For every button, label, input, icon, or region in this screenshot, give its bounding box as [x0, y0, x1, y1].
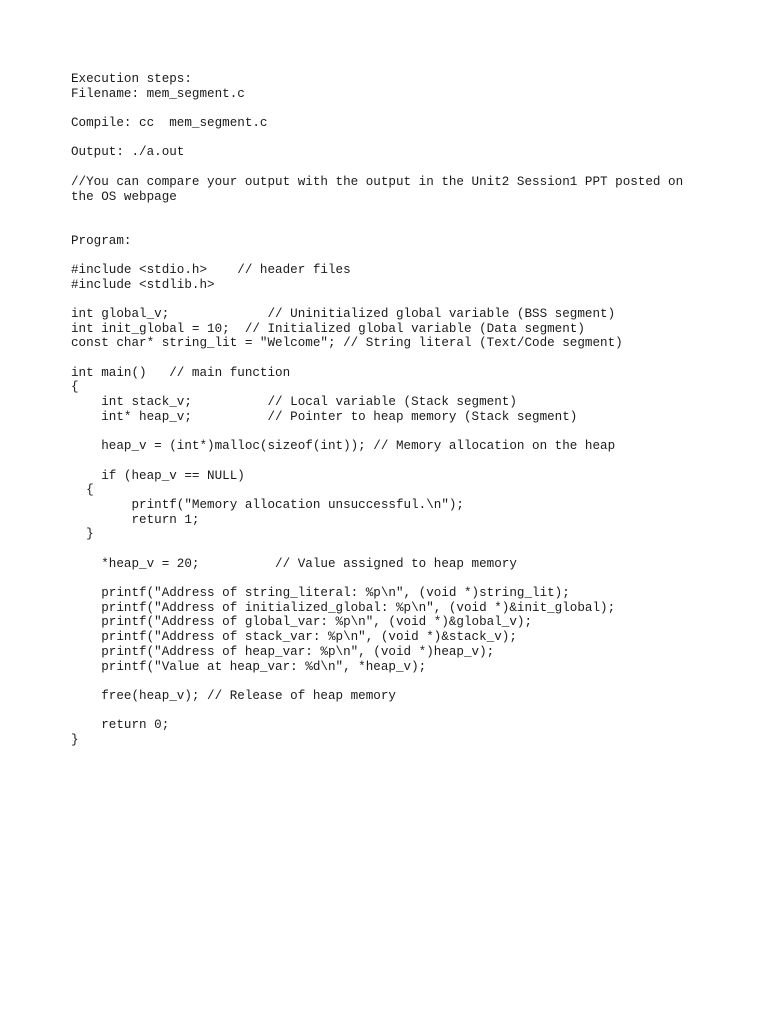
text-line: const char* string_lit = "Welcome"; // String literal (Text/Code segment): [71, 336, 623, 351]
document-page: [71, 72, 731, 748]
text-line: //You can compare your output with the output in the Unit2 Session1 PPT posted on: [71, 174, 684, 189]
text-line: Compile: cc mem_segment.c: [71, 116, 268, 131]
text-line: *heap_v = 20; // Value assigned to heap memory: [71, 556, 517, 571]
blank-line: [71, 454, 731, 469]
text-line: {: [71, 380, 79, 395]
text-line: #include <stdio.h> // header files: [71, 262, 351, 277]
text-line: printf("Address of stack_var: %p\n", (void *)&stack_v);: [71, 630, 517, 645]
blank-line: [71, 101, 731, 116]
text-line: return 0;: [71, 718, 170, 733]
text-line: printf("Address of string_literal: %p\n", (void *)string_lit);: [71, 586, 570, 601]
text-line: printf("Value at heap_var: %d\n", *heap_v);: [71, 659, 427, 674]
blank-line: [71, 542, 731, 557]
text-line: Execution steps:: [71, 72, 192, 86]
text-line: }: [71, 527, 94, 542]
text-line: Filename: mem_segment.c: [71, 86, 245, 101]
text-line: }: [71, 732, 79, 747]
text-line: if (heap_v == NULL): [71, 468, 245, 483]
blank-line: [71, 219, 731, 234]
text-line: int stack_v; // Local variable (Stack segment): [71, 395, 517, 410]
blank-line: [71, 248, 731, 263]
text-line: Program:: [71, 233, 132, 248]
text-line: printf("Address of heap_var: %p\n", (void *)heap_v);: [71, 644, 495, 659]
text-line: printf("Address of initialized_global: %p\n", (void *)&init_global);: [71, 600, 616, 615]
text-line: free(heap_v); // Release of heap memory: [71, 688, 396, 703]
text-line: #include <stdlib.h>: [71, 277, 215, 292]
text-line: int init_global = 10; // Initialized global variable (Data segment): [71, 321, 585, 336]
text-line: return 1;: [71, 512, 200, 527]
blank-line: [71, 204, 731, 219]
text-line: printf("Memory allocation unsuccessful.\n");: [71, 497, 464, 512]
blank-line: [71, 571, 731, 586]
blank-line: [71, 160, 731, 175]
text-line: printf("Address of global_var: %p\n", (void *)&global_v);: [71, 615, 533, 630]
text-line: int main() // main function: [71, 365, 291, 380]
text-line: the OS webpage: [71, 189, 177, 204]
blank-line: [71, 131, 731, 146]
blank-line: [71, 351, 731, 366]
text-line: int global_v; // Uninitialized global variable (BSS segment): [71, 307, 616, 321]
text-line: Output: ./a.out: [71, 145, 185, 160]
blank-line: [71, 292, 731, 307]
blank-line: [71, 674, 731, 689]
text-line: heap_v = (int*)malloc(sizeof(int)); // Memory allocation on the heap: [71, 439, 616, 454]
text-line: {: [71, 483, 94, 498]
blank-line: [71, 704, 731, 719]
text-line: int* heap_v; // Pointer to heap memory (Stack segment): [71, 409, 578, 424]
blank-line: [71, 425, 731, 440]
